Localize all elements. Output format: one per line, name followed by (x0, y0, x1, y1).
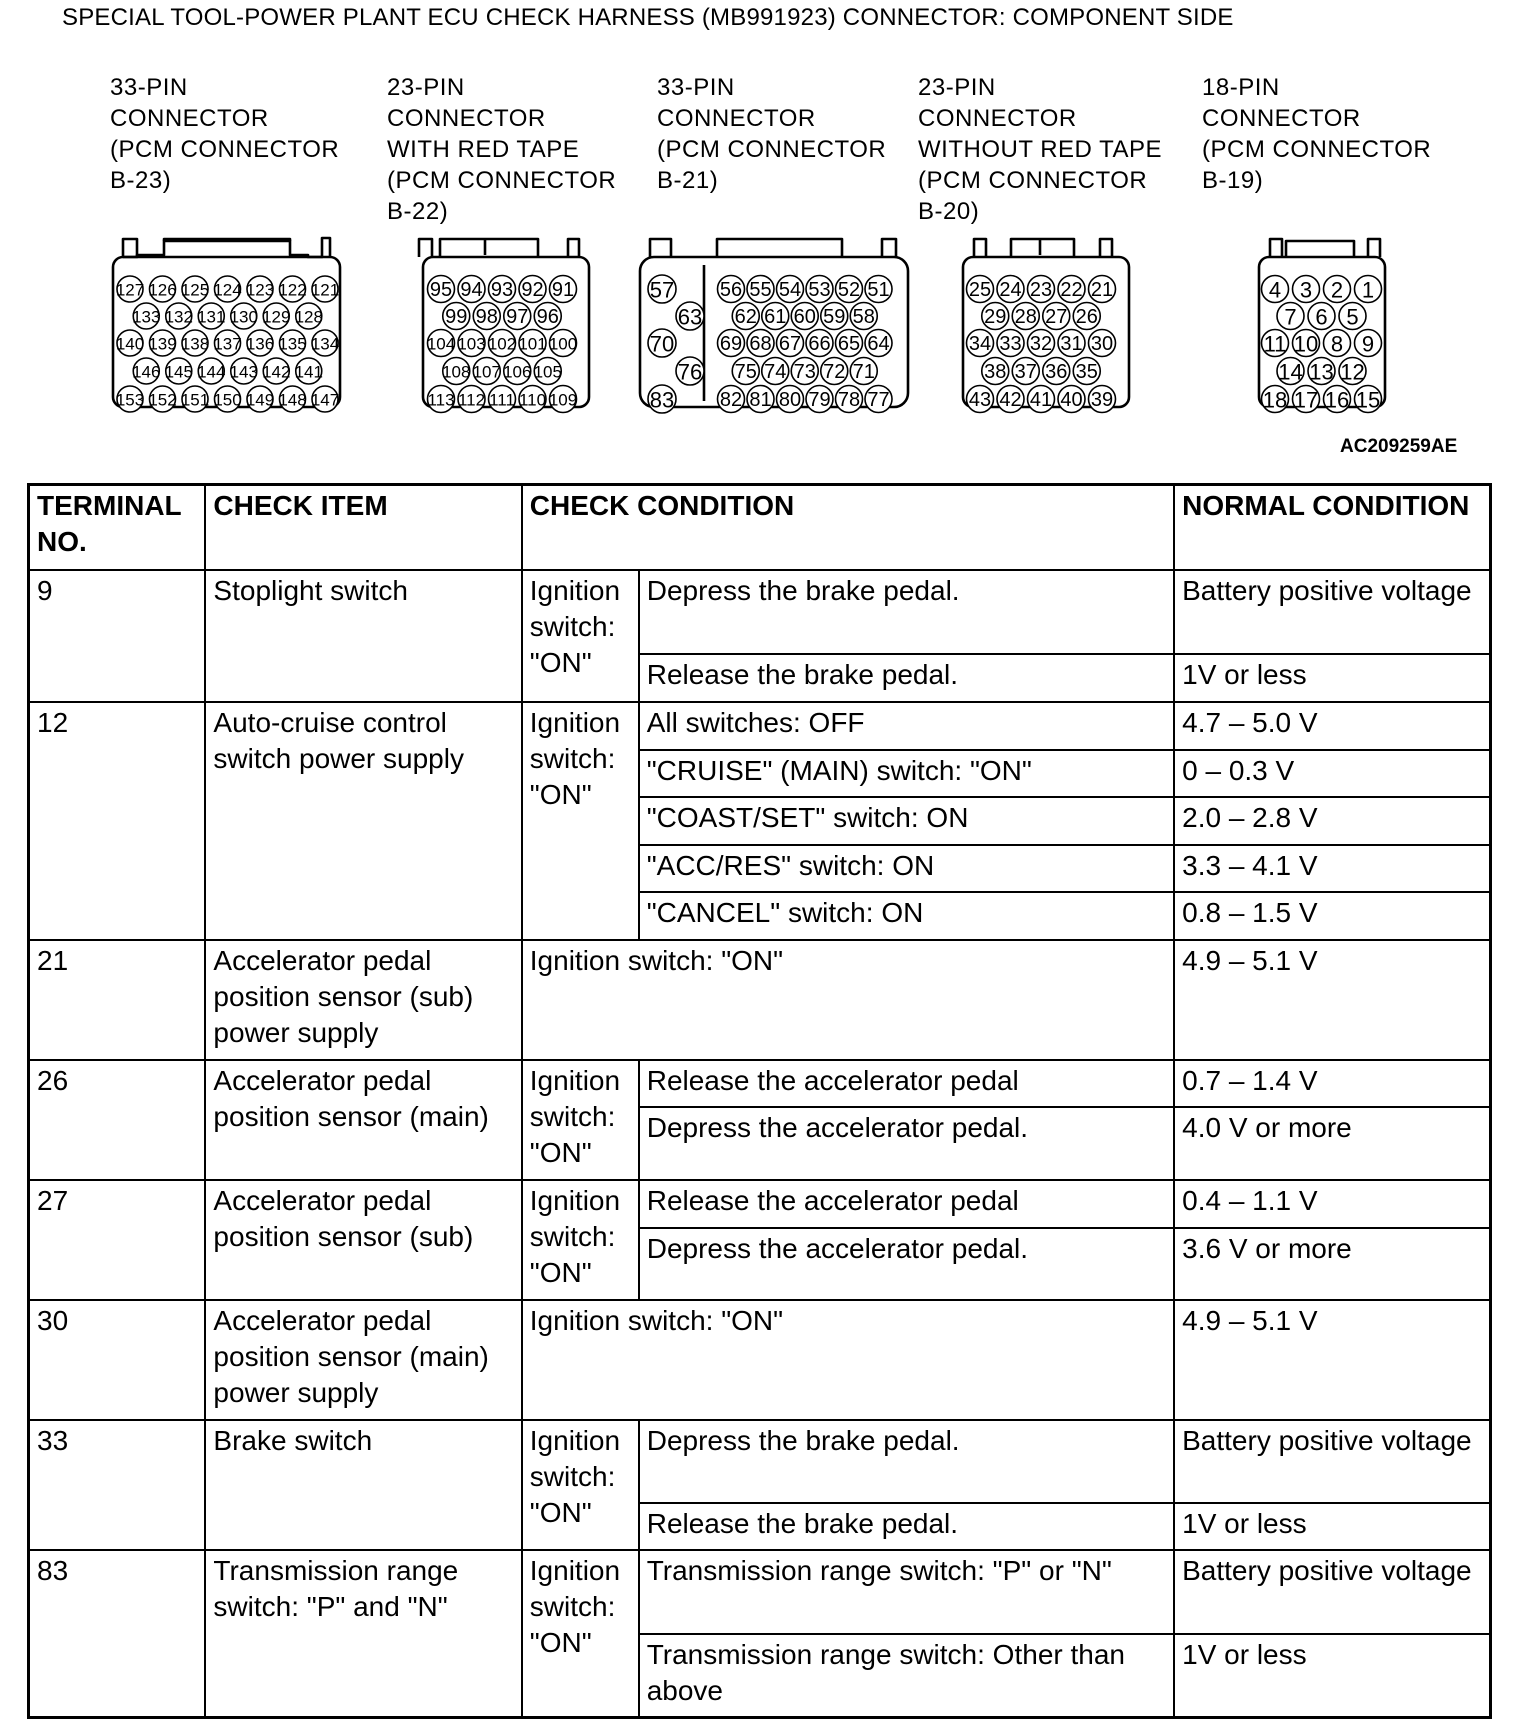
pin-label: 122 (278, 280, 307, 300)
sub-condition-cell: All switches: OFF (639, 702, 1174, 750)
pin-label: 128 (294, 307, 323, 327)
pin-label: 139 (148, 334, 177, 354)
pin-label: 133 (132, 307, 161, 327)
sub-condition-cell: Depress the brake pedal. (639, 570, 1174, 654)
pin-label: 91 (551, 279, 575, 301)
pin-label: 77 (867, 389, 890, 411)
normal-condition-cell: 4.9 – 5.1 V (1174, 940, 1490, 1060)
pin-label: 129 (262, 307, 291, 327)
pin-label: 83 (649, 387, 675, 413)
pin-label: 71 (852, 361, 875, 383)
pin-label: 28 (1014, 306, 1037, 328)
normal-condition-cell: 1V or less (1174, 654, 1490, 702)
pin-label: 142 (262, 362, 291, 382)
pin-label: 98 (475, 306, 498, 328)
pin-label: 63 (677, 304, 703, 330)
pin-label: 107 (472, 362, 501, 382)
pin-label: 30 (1090, 333, 1114, 355)
normal-condition-cell: Battery positive voltage (1174, 1550, 1490, 1634)
pin-label: 99 (445, 306, 468, 328)
pin-label: 27 (1045, 306, 1068, 328)
pin-label: 143 (229, 362, 258, 382)
pin-label: 53 (808, 279, 831, 301)
check-condition-cell: Ignition switch: "ON" (522, 940, 1174, 1060)
check-item-cell: Accelerator pedal position sensor (main) (205, 1060, 521, 1180)
pin-label: 24 (999, 279, 1022, 301)
check-condition-cell: Ignition switch: "ON" (522, 1550, 639, 1718)
sub-condition-cell: Depress the accelerator pedal. (639, 1228, 1174, 1300)
table-row (29, 1180, 1491, 1228)
pin-label: 134 (310, 334, 340, 354)
normal-condition-cell: 0 – 0.3 V (1174, 750, 1490, 797)
pin-label: 2 (1330, 277, 1344, 303)
pin-label: 34 (968, 333, 992, 355)
terminal-cell: 26 (29, 1060, 206, 1180)
pin-label: 131 (197, 307, 226, 327)
pin-label: 144 (197, 362, 226, 382)
normal-condition-cell: 4.9 – 5.1 V (1174, 1300, 1490, 1420)
normal-condition-cell: 4.7 – 5.0 V (1174, 702, 1490, 750)
pin-label: 111 (489, 390, 515, 410)
pin-label: 25 (968, 279, 992, 301)
pin-label: 97 (506, 306, 529, 328)
pin-label: 61 (764, 306, 787, 328)
table-row (29, 1300, 1491, 1420)
pin-label: 101 (518, 334, 547, 354)
pin-label: 9 (1361, 331, 1375, 357)
pin-label: 65 (837, 333, 861, 355)
pin-label: 76 (677, 359, 703, 385)
pin-label: 72 (823, 361, 846, 383)
pin-label: 153 (115, 390, 145, 410)
pin-label: 81 (749, 389, 772, 411)
document-title: SPECIAL TOOL-POWER PLANT ECU CHECK HARNESS (MB991923) CONNECTOR: COMPONENT SIDE (62, 4, 1234, 31)
pin-label: 79 (808, 389, 831, 411)
pin-label: 127 (115, 280, 145, 300)
pin-label: 55 (749, 279, 772, 301)
table-row (29, 1420, 1491, 1503)
pin-label: 37 (1014, 361, 1037, 383)
pin-label: 51 (867, 279, 890, 301)
check-condition-cell: Ignition switch: "ON" (522, 702, 639, 940)
normal-condition-cell: 3.3 – 4.1 V (1174, 845, 1490, 892)
pin-label: 103 (457, 334, 486, 354)
pin-label: 104 (426, 334, 456, 354)
pin-label: 14 (1278, 359, 1303, 385)
normal-condition-cell: 1V or less (1174, 1634, 1490, 1718)
table-row (29, 570, 1491, 654)
header-terminal: TERMINAL NO. (29, 485, 206, 570)
pin-label: 5 (1346, 304, 1359, 330)
normal-condition-cell: Battery positive voltage (1174, 1420, 1490, 1503)
pin-label: 140 (115, 334, 145, 354)
pin-label: 68 (749, 333, 772, 355)
pin-label: 150 (213, 390, 242, 410)
pin-label: 36 (1045, 361, 1068, 383)
pin-label: 18 (1262, 387, 1288, 413)
pin-label: 109 (548, 390, 578, 410)
terminal-cell: 30 (29, 1300, 206, 1420)
pin-label: 92 (521, 279, 544, 301)
check-condition-cell: Ignition switch: "ON" (522, 570, 639, 702)
pin-label: 70 (649, 331, 675, 357)
terminal-cell: 27 (29, 1180, 206, 1300)
pin-label: 67 (778, 333, 802, 355)
pin-label: 31 (1060, 333, 1083, 355)
pin-label: 136 (245, 334, 275, 354)
sub-condition-cell: Depress the accelerator pedal. (639, 1107, 1174, 1180)
terminal-cell: 9 (29, 570, 206, 702)
pin-label: 59 (823, 306, 846, 328)
pin-label: 130 (229, 307, 258, 327)
pin-label: 78 (837, 389, 861, 411)
terminal-cell: 21 (29, 940, 206, 1060)
pin-label: 145 (164, 362, 193, 382)
table-row (29, 702, 1491, 750)
pin-label: 17 (1293, 387, 1319, 413)
pin-label: 132 (164, 307, 193, 327)
sub-condition-cell: Release the accelerator pedal (639, 1180, 1174, 1228)
sub-condition-cell: Depress the brake pedal. (639, 1420, 1174, 1503)
pin-label: 126 (148, 280, 177, 300)
pin-label: 135 (278, 334, 307, 354)
pin-label: 32 (1029, 333, 1053, 355)
pin-label: 102 (487, 334, 517, 354)
pin-label: 73 (793, 361, 816, 383)
pin-label: 82 (719, 389, 743, 411)
check-item-cell: Brake switch (205, 1420, 521, 1550)
pin-label: 64 (867, 333, 890, 355)
check-item-cell: Accelerator pedal position sensor (main) power supply (205, 1300, 521, 1420)
connector-b21-label: 33-PIN CONNECTOR (PCM CONNECTOR B-21) (657, 74, 887, 194)
pin-label: 40 (1060, 389, 1083, 411)
header-check-item: CHECK ITEM (205, 485, 521, 570)
pin-label: 6 (1315, 304, 1328, 330)
check-item-cell: Auto-cruise control switch power supply (205, 702, 521, 940)
pin-label: 12 (1340, 359, 1365, 385)
pin-label: 105 (533, 362, 562, 382)
pin-label: 96 (536, 306, 559, 328)
check-item-cell: Accelerator pedal position sensor (sub) (205, 1180, 521, 1300)
pin-label: 4 (1268, 277, 1282, 303)
pin-label: 23 (1029, 279, 1053, 301)
sub-condition-cell: Transmission range switch: Other than above (639, 1634, 1174, 1718)
sub-condition-cell: Release the accelerator pedal (639, 1060, 1174, 1107)
pin-label: 151 (180, 390, 210, 410)
check-table (27, 483, 1492, 1719)
normal-condition-cell: 4.0 V or more (1174, 1107, 1490, 1180)
pin-label: 52 (837, 279, 861, 301)
connector-b19-label: 18-PIN CONNECTOR (PCM CONNECTOR B-19) (1202, 74, 1432, 194)
pin-label: 13 (1309, 359, 1334, 385)
pin-label: 69 (719, 333, 743, 355)
check-condition-cell: Ignition switch: "ON" (522, 1060, 639, 1180)
check-item-cell: Stoplight switch (205, 570, 521, 702)
pin-label: 57 (649, 277, 675, 303)
connector-b23-label: 33-PIN CONNECTOR (PCM CONNECTOR B-23) (110, 74, 340, 194)
terminal-cell: 83 (29, 1550, 206, 1718)
pin-label: 58 (852, 306, 875, 328)
pin-label: 35 (1075, 361, 1098, 383)
terminal-cell: 33 (29, 1420, 206, 1550)
pin-label: 146 (132, 362, 161, 382)
check-condition-cell: Ignition switch: "ON" (522, 1300, 1174, 1420)
table-row (29, 1550, 1491, 1634)
pin-label: 38 (984, 361, 1007, 383)
sub-condition-cell: Transmission range switch: "P" or "N" (639, 1550, 1174, 1634)
connector-diagram (0, 225, 1520, 425)
figure-id: AC209259AE (1340, 436, 1458, 457)
pin-label: 123 (245, 280, 275, 300)
pin-label: 148 (278, 390, 307, 410)
check-condition-cell: Ignition switch: "ON" (522, 1420, 639, 1550)
normal-condition-cell: Battery positive voltage (1174, 570, 1490, 654)
normal-condition-cell: 0.4 – 1.1 V (1174, 1180, 1490, 1228)
pin-label: 7 (1284, 304, 1297, 330)
pin-label: 10 (1293, 331, 1319, 357)
pin-label: 125 (180, 280, 210, 300)
pin-label: 21 (1090, 279, 1114, 301)
normal-condition-cell: 0.8 – 1.5 V (1174, 892, 1490, 940)
pin-label: 75 (734, 361, 757, 383)
table-row (29, 940, 1491, 1060)
normal-condition-cell: 1V or less (1174, 1503, 1490, 1550)
sub-condition-cell: "CANCEL" switch: ON (639, 892, 1174, 940)
pin-label: 66 (808, 333, 831, 355)
pin-label: 29 (984, 306, 1007, 328)
pin-label: 108 (442, 362, 471, 382)
pin-label: 60 (793, 306, 816, 328)
pin-label: 152 (148, 390, 177, 410)
pin-label: 15 (1355, 387, 1381, 413)
header-normal-condition: NORMAL CONDITION (1174, 485, 1490, 570)
pin-label: 56 (719, 279, 743, 301)
check-item-cell: Accelerator pedal position sensor (sub) power supply (205, 940, 521, 1060)
pin-label: 138 (180, 334, 210, 354)
normal-condition-cell: 3.6 V or more (1174, 1228, 1490, 1300)
normal-condition-cell: 2.0 – 2.8 V (1174, 797, 1490, 845)
pin-label: 8 (1330, 331, 1344, 357)
sub-condition-cell: "CRUISE" (MAIN) switch: "ON" (639, 750, 1174, 797)
pin-label: 22 (1060, 279, 1083, 301)
pin-label: 39 (1090, 389, 1114, 411)
pin-label: 42 (999, 389, 1022, 411)
pin-label: 110 (518, 390, 547, 410)
pin-label: 33 (999, 333, 1022, 355)
sub-condition-cell: Release the brake pedal. (639, 1503, 1174, 1550)
pin-label: 41 (1029, 389, 1053, 411)
pin-label: 1 (1361, 277, 1375, 303)
pin-label: 80 (778, 389, 802, 411)
pin-label: 149 (245, 390, 275, 410)
pin-label: 100 (548, 334, 578, 354)
sub-condition-cell: "COAST/SET" switch: ON (639, 797, 1174, 845)
pin-label: 106 (503, 362, 532, 382)
sub-condition-cell: "ACC/RES" switch: ON (639, 845, 1174, 892)
pin-label: 62 (734, 306, 757, 328)
header-check-condition: CHECK CONDITION (522, 485, 1174, 570)
pin-label: 137 (213, 334, 242, 354)
pin-label: 54 (778, 279, 802, 301)
pin-label: 94 (460, 279, 483, 301)
pin-label: 124 (213, 280, 242, 300)
pin-label: 43 (968, 389, 992, 411)
sub-condition-cell: Release the brake pedal. (639, 654, 1174, 702)
connector-b20-label: 23-PIN CONNECTOR WITHOUT RED TAPE (PCM CONNECTOR B-20) (918, 74, 1163, 225)
pin-label: 95 (429, 279, 453, 301)
pin-label: 112 (457, 390, 486, 410)
check-item-cell: Transmission range switch: "P" and "N" (205, 1550, 521, 1718)
pin-label: 93 (490, 279, 514, 301)
pin-label: 147 (310, 390, 340, 410)
pin-label: 74 (764, 361, 787, 383)
pin-label: 113 (427, 390, 455, 410)
pin-label: 26 (1075, 306, 1098, 328)
pin-label: 121 (310, 280, 340, 300)
pin-label: 11 (1263, 331, 1287, 357)
pin-label: 3 (1299, 277, 1313, 303)
check-condition-cell: Ignition switch: "ON" (522, 1180, 639, 1300)
table-row (29, 1060, 1491, 1107)
pin-label: 141 (294, 362, 323, 382)
normal-condition-cell: 0.7 – 1.4 V (1174, 1060, 1490, 1107)
connector-b22-label: 23-PIN CONNECTOR WITH RED TAPE (PCM CONNECTOR B-22) (387, 74, 617, 225)
terminal-cell: 12 (29, 702, 206, 940)
pin-label: 16 (1324, 387, 1350, 413)
